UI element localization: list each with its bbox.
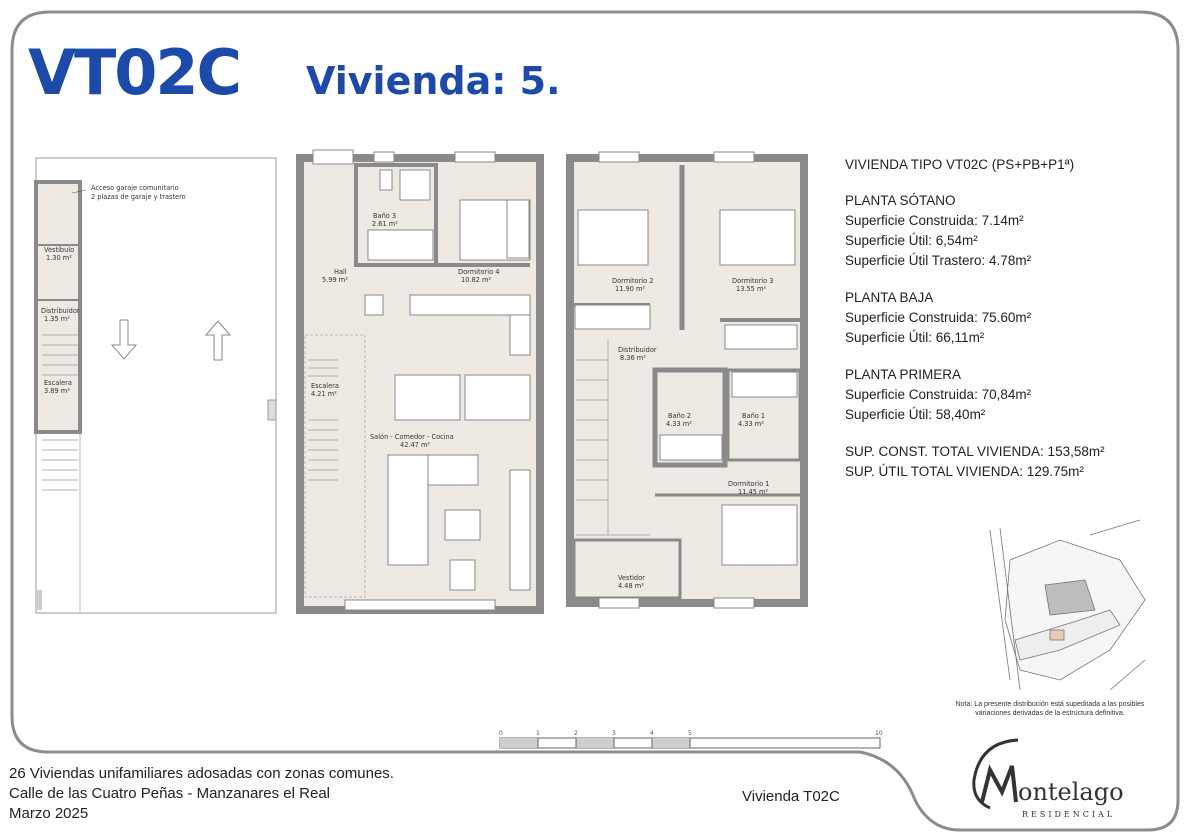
room-label: Hall: [334, 268, 347, 276]
section-title-basement: PLANTA SÓTANO: [845, 193, 956, 208]
footer-line: 26 Viviendas unifamiliares adosadas con zonas comunes.: [9, 765, 394, 782]
scale-tick: 0: [499, 730, 503, 737]
site-location-map: [985, 520, 1145, 690]
footer-info: [9, 764, 394, 824]
room-area: 5.99 m²: [322, 276, 348, 284]
room-area: 4.48 m²: [618, 582, 644, 590]
ground-floor-plan: [300, 150, 540, 610]
section-line: Superficie Construida: 7.14m²: [845, 213, 1024, 228]
footer-line: Marzo 2025: [9, 805, 89, 822]
house-type-line: VIVIENDA TIPO VT02C (PS+PB+P1ª): [845, 157, 1075, 172]
room-area: 2.61 m²: [372, 220, 398, 228]
house-number-subtitle: Vivienda: 5.: [306, 59, 561, 103]
section-line: Superficie Útil Trastero: 4.78m²: [845, 253, 1032, 268]
total-constructed: SUP. CONST. TOTAL VIVIENDA: 153,58m²: [845, 444, 1105, 459]
room-area: 8.36 m²: [620, 354, 646, 362]
logo-mark: [960, 730, 1150, 822]
room-label: Baño 1: [742, 412, 766, 420]
room-label: Distribuidor: [618, 346, 657, 354]
room-area: 13.55 m²: [736, 285, 767, 293]
footer-line: Calle de las Cuatro Peñas - Manzanares el Real: [9, 785, 330, 802]
scale-tick: 3: [612, 730, 616, 737]
room-area: 11.90 m²: [615, 285, 646, 293]
section-line: Superficie Útil: 6,54m²: [845, 233, 978, 248]
room-area: 42.47 m²: [400, 441, 431, 449]
first-floor-plan: [570, 152, 804, 608]
room-area: 1.35 m²: [44, 315, 70, 323]
room-area: 3.89 m²: [44, 387, 70, 395]
basement-plan: [36, 158, 276, 613]
room-area: 1.30 m²: [46, 254, 72, 262]
house-code-title: VT02C: [28, 36, 241, 109]
room-label: Baño 3: [373, 212, 397, 220]
footer-house-label: Vivienda T02C: [742, 788, 840, 805]
section-line: Superficie Construida: 75.60m²: [845, 310, 1032, 325]
room-area: 10.82 m²: [461, 276, 492, 284]
section-title-ground: PLANTA BAJA: [845, 290, 934, 305]
scale-tick: 5: [688, 730, 692, 737]
room-label: Dormitorio 4: [458, 268, 500, 276]
section-title-first: PLANTA PRIMERA: [845, 367, 962, 382]
room-label: Dormitorio 3: [732, 277, 774, 285]
distribution-note: Nota: La presente distribución está supeditada a las posibles variaciones derivadas de la estructura definitiva.: [955, 701, 1145, 717]
scale-tick: 1: [536, 730, 540, 737]
scale-tick: 4: [650, 730, 654, 737]
section-line: Superficie Útil: 58,40m²: [845, 407, 986, 422]
room-area: 4.33 m²: [738, 420, 764, 428]
room-label: Vestíbulo: [44, 246, 75, 254]
section-line: Superficie Construida: 70,84m²: [845, 387, 1032, 402]
logo-subtitle: RESIDENCIAL: [1022, 810, 1116, 819]
scale-tick: 10: [875, 730, 883, 737]
room-label: Escalera: [44, 379, 72, 387]
room-label: Salón - Comedor - Cocina: [370, 433, 454, 441]
room-label: Escalera: [311, 382, 339, 390]
room-label: Baño 2: [668, 412, 692, 420]
room-area: 4.33 m²: [666, 420, 692, 428]
room-area: 11.45 m²: [738, 488, 769, 496]
section-line: Superficie Útil: 66,11m²: [845, 330, 985, 345]
room-label: Dormitorio 2: [612, 277, 654, 285]
basement-access-note-1: Acceso garaje comunitario: [91, 184, 179, 192]
logo-word: ontelago: [1018, 778, 1124, 806]
basement-access-note-2: 2 plazas de garaje y trastero: [91, 193, 186, 201]
scale-tick: 2: [574, 730, 578, 737]
room-area: 4.21 m²: [311, 390, 337, 398]
room-label: Dormitorio 1: [728, 480, 770, 488]
scale-bar: [499, 728, 889, 752]
total-useful: SUP. ÚTIL TOTAL VIVIENDA: 129.75m²: [845, 464, 1084, 479]
room-label: Distribuidor: [41, 307, 80, 315]
room-label: Vestidor: [618, 574, 645, 582]
montelago-logo: [960, 730, 1150, 822]
